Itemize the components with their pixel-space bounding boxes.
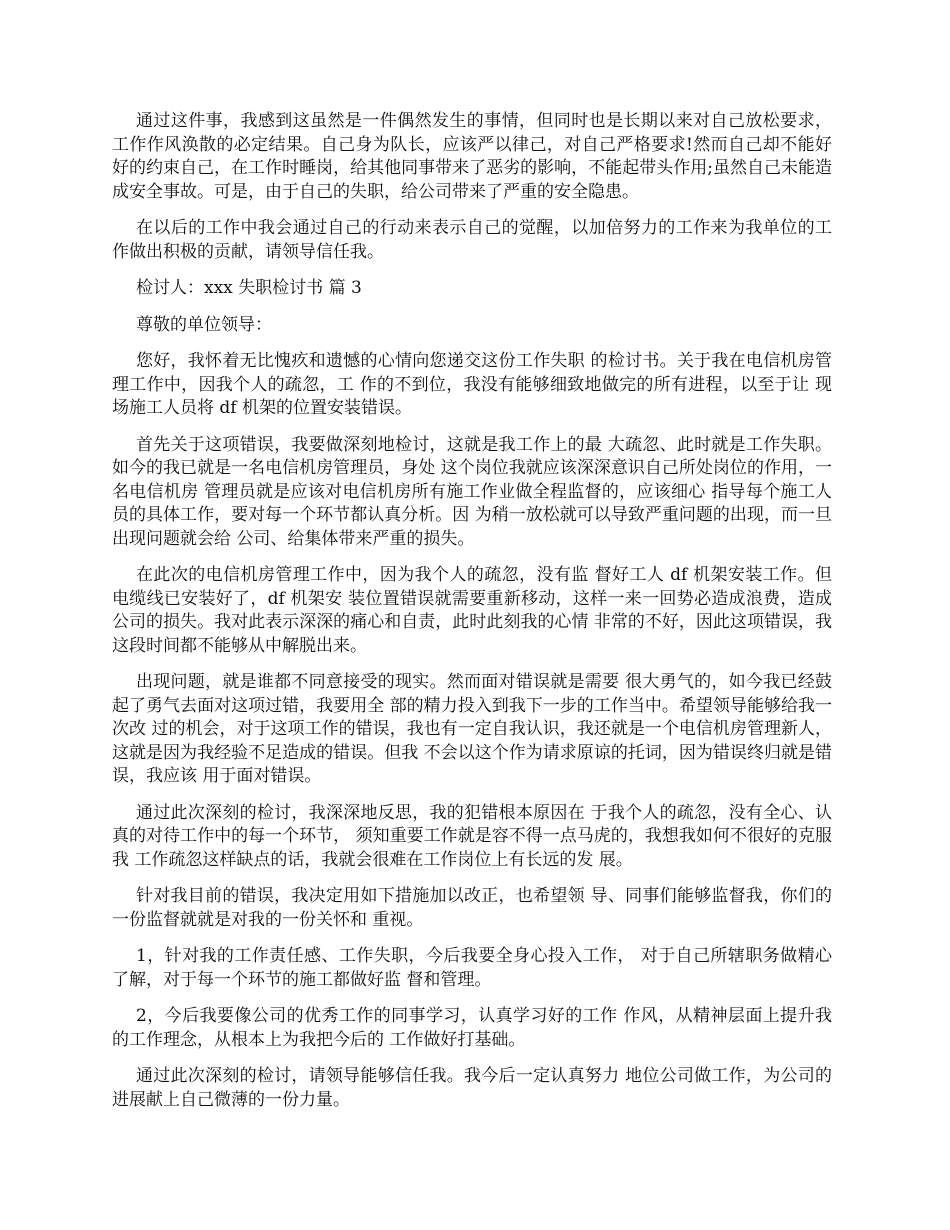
paragraph-1: 通过这件事，我感到这虽然是一件偶然发生的事情，但同时也是长期以来对自己放松要求，工作作风涣散的必定结果。自己身为队长，应该严以律己，对自己严格要求!然而自己却不能好好的约束自己，在工作时睡岗，给其他同事带来了恶劣的影响，不能起带头作用;虽然自己未能造成安全事故。可是，由于自己的失职，给公司带来了严重的安全隐患。 (112, 111, 832, 202)
closing-paragraph: 通过此次深刻的检讨，请领导能够信任我。我今后一定认真努力 地位公司做工作，为公司的进展献上自己微薄的一份力量。 (112, 1066, 832, 1110)
paragraph-9: 通过此次深刻的检讨，我深深地反思，我的犯错根本原因在 于我个人的疏忽，没有全心、认真的对待工作中的每一个环节， 须知重要工作就是容不得一点马虎的，我想我如何不很好的克服我 工作疏忽这样缺点的话，我就会很难在工作岗位上有长远的发 展。 (112, 802, 832, 870)
paragraph-6: 首先关于这项错误，我要做深刻地检讨，这就是我工作上的最 大疏忽、此时就是工作失职。如今的我已就是一名电信机房管理员，身处 这个岗位我就应该深深意识自己所处岗位的作用，一名电信机房 管理员就是应该对电信机房所有施工作业做全程监督的，应该细心 指导每个施工人员的具体工作，要对每一个环节都认真分析。因 为稍一放松就可以导致严重问题的出现，而一旦出现问题就会给 公司、给集体带来严重的损失。 (112, 434, 832, 549)
document-page (112, 110, 832, 1125)
paragraph-2: 在以后的工作中我会通过自己的行动来表示自己的觉醒，以加倍努力的工作来为我单位的工作做出积极的贡献，请领导信任我。 (112, 218, 832, 262)
paragraph-5: 您好，我怀着无比愧疚和遗憾的心情向您递交这份工作失职 的检讨书。关于我在电信机房管理工作中，因我个人的疏忽，工 作的不到位，我没有能够细致地做完的所有进程，以至于让 现场施工人员将 df 机架的位置安装错误。 (112, 351, 832, 418)
paragraph-10: 针对我目前的错误，我决定用如下措施加以改正，也希望领 导、同事们能够监督我，你们的一份监督就就是对我的一份关怀和 重视。 (112, 886, 832, 930)
paragraph-7: 在此次的电信机房管理工作中，因为我个人的疏忽，没有监 督好工人 df 机架安装工作。但电缆线已安装好了，df 机架安 装位置错误就需要重新移动，这样一来一回势必造成浪费，造成 公司的损失。我对此表示深深的痛心和自责，此时此刻我的心情 非常的不好，因此这项错误，我这段时间都不能够从中解脱出来。 (112, 565, 832, 656)
reviewer-line: 检讨人：xxx 失职检讨书 篇 3 (136, 278, 362, 298)
salutation: 尊敬的单位领导： (136, 314, 272, 335)
measure-item-1: 1，针对我的工作责任感、工作失职，今后我要全身心投入工作， 对于自己所辖职务做精心了解，对于每一个环节的施工都做好监 督和管理。 (112, 946, 832, 990)
paragraph-8: 出现问题，就是谁都不同意接受的现实。然而面对错误就是需要 很大勇气的，如今我已经鼓起了勇气去面对这项过错，我要用全 部的精力投入到我下一步的工作当中。希望领导能够给我一次改 过的机会，对于这项工作的错误，我也有一定自我认识，我还就是一个电信机房管理新人，这就是因为我经验不足造成的错误。但我 不会以这个作为请求原谅的托词，因为错误终归就是错误，我应该 用于面对错误。 (112, 672, 832, 786)
measure-item-2: 2，今后我要像公司的优秀工作的同事学习，认真学习好的工作 作风，从精神层面上提升我的工作理念，从根本上为我把今后的 工作做好打基础。 (112, 1006, 832, 1050)
